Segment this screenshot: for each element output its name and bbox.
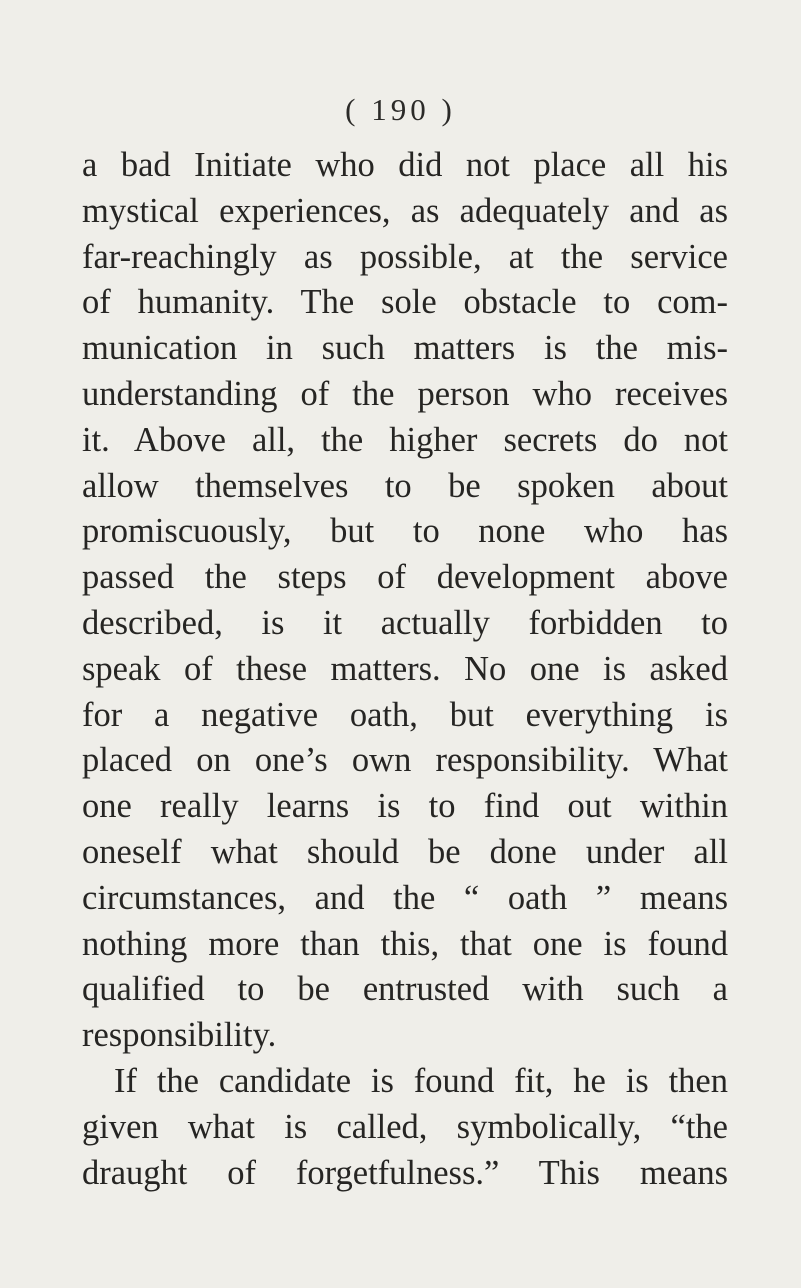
text-line: munication in such matters is the mis-: [82, 329, 728, 368]
text-line: placed on one’s own responsibility. What: [82, 741, 728, 780]
text-line: allow themselves to be spoken about: [82, 466, 728, 505]
text-line: nothing more than this, that one is found: [82, 924, 728, 963]
text-line: one really learns is to find out within: [82, 787, 728, 826]
text-line: described, is it actually forbidden to: [82, 603, 728, 642]
text-line: oneself what should be done under all: [82, 832, 728, 871]
text-line: it. Above all, the higher secrets do not: [82, 420, 728, 459]
body-text: [82, 143, 728, 1196]
paragraph-end-line: responsibility.: [82, 1016, 277, 1055]
paragraph-start-line: If the candidate is found fit, he is then: [114, 1061, 728, 1100]
text-line: a bad Initiate who did not place all his: [82, 146, 728, 184]
text-line: draught of forgetfulness.” This means: [82, 1153, 728, 1192]
text-line: speak of these matters. No one is asked: [82, 649, 728, 688]
text-line: for a negative oath, but everything is: [82, 695, 728, 734]
text-line: circumstances, and the “ oath ” means: [82, 878, 728, 917]
text-line: given what is called, symbolically, “the: [82, 1107, 728, 1146]
text-line: mystical experiences, as adequately and as: [82, 191, 728, 230]
text-line: far-reachingly as possible, at the service: [82, 237, 728, 276]
text-line: of humanity. The sole obstacle to com-: [82, 283, 728, 322]
page-number: ( 190 ): [345, 92, 456, 127]
text-line: understanding of the person who receives: [82, 374, 728, 413]
text-line: passed the steps of development above: [82, 558, 728, 597]
text-line: qualified to be entrusted with such a: [82, 970, 728, 1009]
text-line: promiscuously, but to none who has: [82, 512, 728, 551]
